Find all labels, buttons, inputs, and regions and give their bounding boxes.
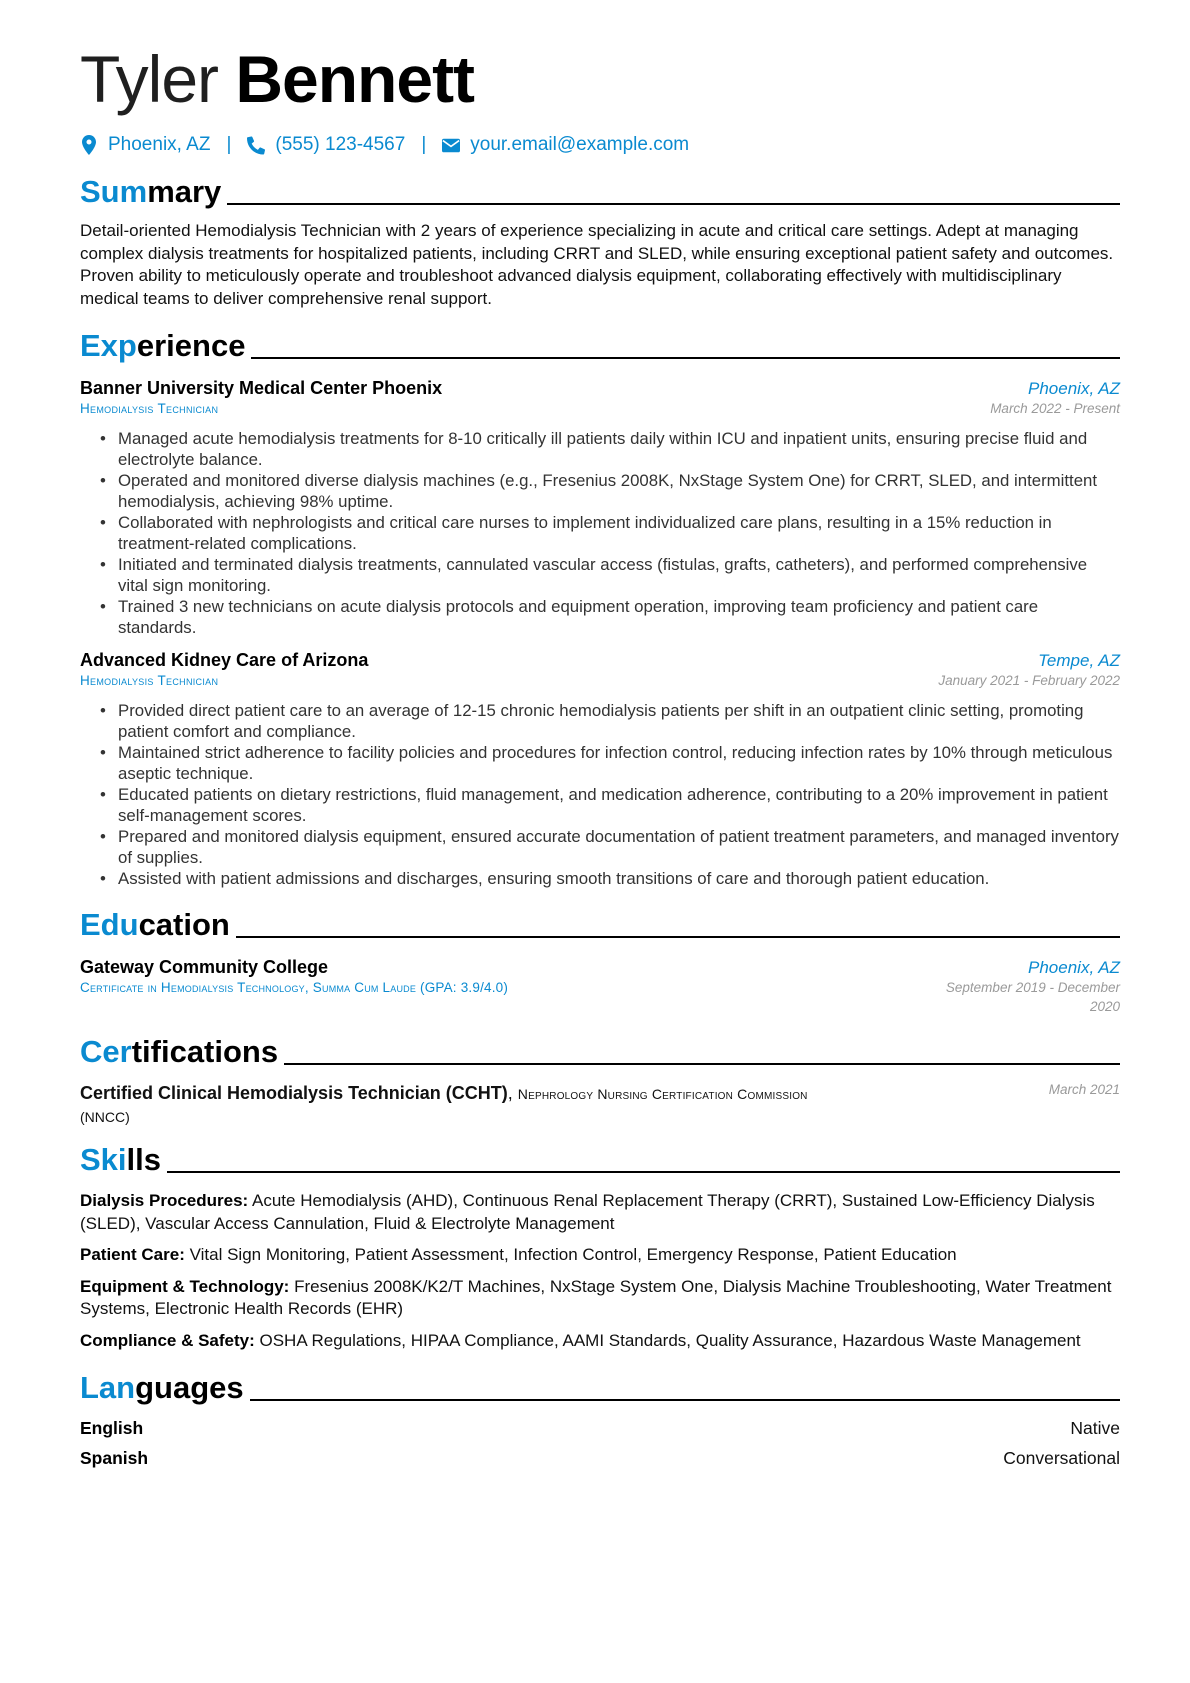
certification-name: Certified Clinical Hemodialysis Technician (CCHT) [80,1083,508,1103]
languages-section [80,1366,1120,1469]
section-heading [80,1138,1120,1178]
skill-list: Vital Sign Monitoring, Patient Assessment, Infection Control, Emergency Response, Patient Education [189,1245,957,1264]
section-rule [227,203,1120,205]
section-heading [80,1030,1120,1070]
skill-category: Equipment & Technology: [80,1276,290,1296]
employer-name: Advanced Kidney Care of Arizona [80,650,369,670]
language-level: Native [1070,1418,1120,1438]
skill-row [80,1190,1120,1235]
skill-list: OSHA Regulations, HIPAA Compliance, AAMI Standards, Quality Assurance, Hazardous Waste Management [259,1330,1081,1350]
certification-entry [80,1082,1120,1128]
bullet-item: • Provided direct patient care to an average of 12-15 chronic hemodialysis patients per shift in an outpatient clinic setting, promoting patient comfort and compliance. [100,700,1120,742]
education-section [80,903,1120,1016]
certification-issuer: Nephrology Nursing Certification Commission [517,1086,808,1102]
education-entry [80,957,1120,1016]
employer-name: Banner University Medical Center Phoenix [80,378,443,398]
section-rule [251,357,1120,359]
section-heading [80,903,1120,943]
section-title: Education [80,907,230,942]
job-location: Tempe, AZ [1038,651,1120,670]
section-rule [167,1171,1120,1173]
section-heading [80,1366,1120,1406]
skill-row [80,1330,1120,1353]
contact-email[interactable] [442,134,689,156]
certification-separator: , [507,1083,513,1103]
resume-page [80,0,1120,1469]
education-dates: September 2019 - December 2020 [945,980,1120,1014]
experience-section [80,324,1120,889]
contact-location [80,134,210,156]
language-row [80,1448,1120,1469]
skill-row [80,1276,1120,1321]
certification-date: March 2021 [1048,1082,1120,1097]
experience-entry [80,378,1120,638]
summary-text: Detail-oriented Hemodialysis Technician with 2 years of experience specializing in acute and critical care settings. Adept at managing complex dialysis treatments for hospitalized patients, including CRRT and SLED, while ensuring exceptional patient safety and outcomes. Proven ability to meticulously operate and troubleshoot advanced dialysis equipment, collaborating effectively with multidisciplinary medical teams to deliver comprehensive renal support. [80,221,1114,308]
skill-row [80,1244,1120,1267]
job-bullets [80,700,1120,889]
section-heading [80,170,1120,210]
summary-section [80,170,1120,310]
skill-category: Patient Care: [80,1245,185,1264]
school-name: Gateway Community College [80,957,329,977]
bullet-item: • Trained 3 new technicians on acute dialysis protocols and equipment operation, improving team proficiency and patient care standards. [100,596,1120,638]
phone-icon [247,135,265,155]
map-pin-icon [80,135,98,155]
section-rule [236,936,1120,938]
job-title: Hemodialysis Technician [80,673,219,688]
experience-entry [80,650,1120,889]
bullet-item: • Initiated and terminated dialysis treatments, cannulated vascular access (fistulas, grafts, catheters), and performed comprehensive vital sign monitoring. [100,554,1120,596]
degree-text: Certificate in Hemodialysis Technology, Summa Cum Laude (GPA: 3.9/4.0) [80,980,509,995]
certification-text [80,1082,880,1128]
skill-category: Dialysis Procedures: [80,1191,249,1210]
section-title: Certifications [80,1034,279,1069]
language-name: Spanish [80,1448,149,1468]
certification-issuer-abbr: (NNCC) [80,1109,130,1125]
bullet-item: • Prepared and monitored dialysis equipment, ensured accurate documentation of patient treatment parameters, and managed inventory of supplies. [100,826,1120,868]
section-rule [284,1063,1120,1065]
bullet-item: • Assisted with patient admissions and discharges, ensuring smooth transitions of care and thorough patient education. [100,868,1120,889]
language-name: English [80,1418,144,1438]
job-title: Hemodialysis Technician [80,401,219,416]
section-rule [250,1399,1120,1401]
certifications-section [80,1030,1120,1128]
last-name: Bennett [235,42,475,116]
skill-list: Fresenius 2008K/K2/T Machines, NxStage System One, Dialysis Machine Troubleshooting, Water Treatment Systems, Electronic Health Records (EHR) [80,1276,1112,1318]
contact-separator: | [421,134,427,155]
email-link[interactable]: your.email@example.com [470,134,690,155]
location-text: Phoenix, AZ [108,134,211,155]
section-title: Summary [80,174,222,209]
job-dates: March 2022 - Present [990,401,1120,416]
bullet-item: • Collaborated with nephrologists and critical care nurses to implement individualized care plans, resulting in a 15% reduction in treatment-related complications. [100,512,1120,554]
skill-category: Compliance & Safety: [80,1330,255,1350]
language-level: Conversational [1003,1448,1120,1468]
candidate-name [80,40,1120,118]
section-title: Experience [80,328,246,363]
bullet-item: • Managed acute hemodialysis treatments for 8-10 critically ill patients daily within ICU and inpatient units, ensuring precise fluid and electrolyte balance. [100,428,1120,470]
job-location: Phoenix, AZ [1028,379,1120,398]
school-location: Phoenix, AZ [1028,958,1120,977]
skills-section [80,1138,1120,1352]
skill-list: Acute Hemodialysis (AHD), Continuous Renal Replacement Therapy (CRRT), Sustained Low-Efficiency Dialysis (SLED), Vascular Access Cannulation, Fluid & Electrolyte Management [80,1191,1095,1233]
bullet-item: • Operated and monitored diverse dialysis machines (e.g., Fresenius 2008K, NxStage System One) for CRRT, SLED, and intermittent hemodialysis, achieving 98% uptime. [100,470,1120,512]
contact-separator: | [226,134,232,155]
job-dates: January 2021 - February 2022 [938,673,1120,688]
section-title: Skills [80,1142,161,1177]
job-bullets [80,428,1120,638]
section-heading [80,324,1120,364]
bullet-item: • Maintained strict adherence to facility policies and procedures for infection control, reducing infection rates by 10% through meticulous aseptic technique. [100,742,1120,784]
envelope-icon [442,135,460,155]
first-name: Tyler [80,42,219,116]
contact-phone[interactable] [247,134,405,156]
contact-line [80,130,1120,160]
language-row [80,1418,1120,1439]
section-title: Languages [80,1370,244,1405]
phone-text[interactable]: (555) 123-4567 [275,134,406,155]
bullet-item: • Educated patients on dietary restrictions, fluid management, and medication adherence, contributing to a 20% improvement in patient self-management scores. [100,784,1120,826]
